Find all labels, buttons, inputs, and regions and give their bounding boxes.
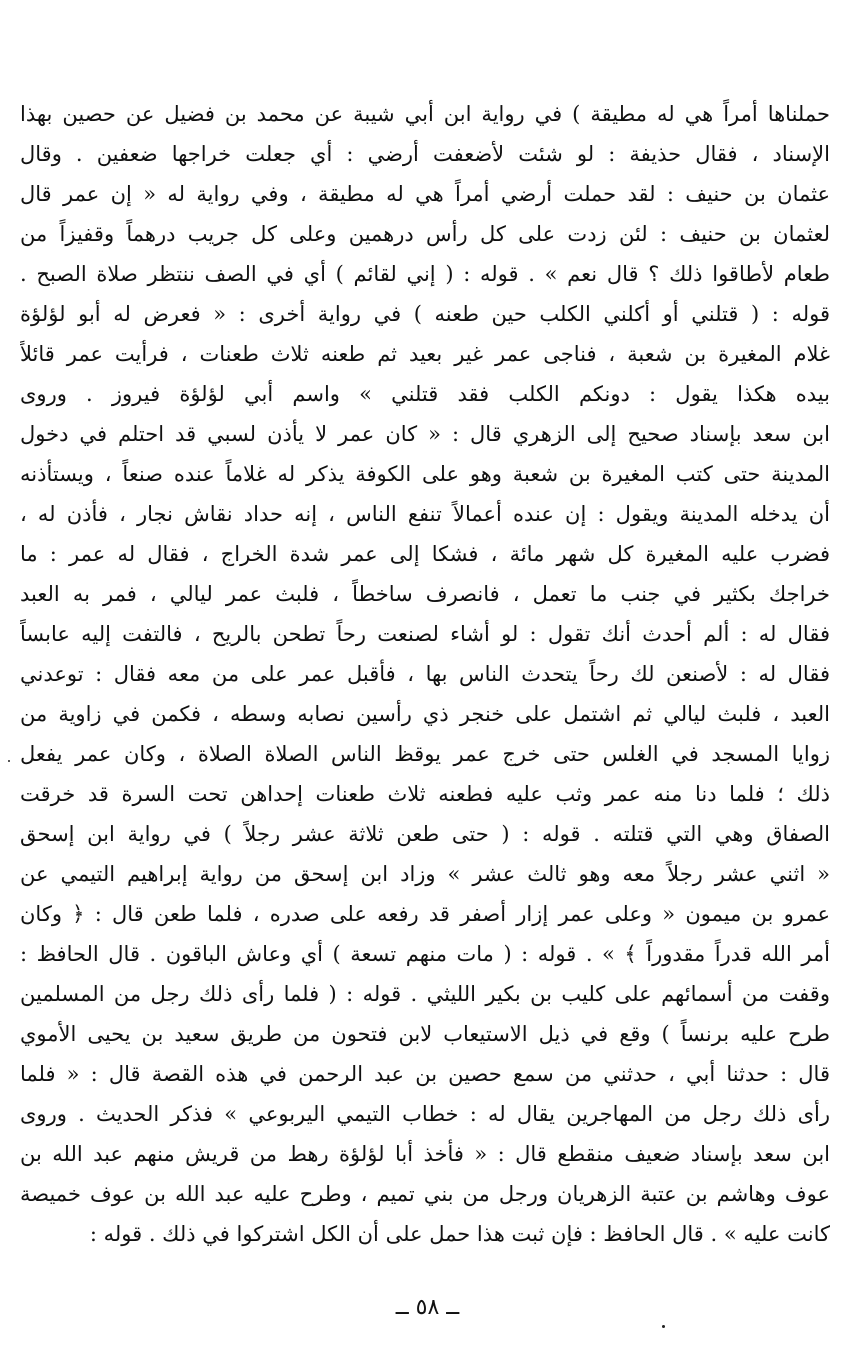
text-line: رأى ذلك رجل من المهاجرين يقال له : خطاب التيمي اليربوعي » فذكر الحديث . وروى: [20, 1102, 830, 1126]
text-line: فقال له : ألم أحدث أنك تقول : لو أشاء لصنعت رحاً تطحن بالريح ، فالتفت إليه عابساً: [20, 622, 830, 646]
text-line: « اثني عشر رجلاً معه وهو ثالث عشر » وزاد ابن إسحق من رواية إبراهيم التيمي عن: [20, 862, 830, 886]
text-line: طرح عليه برنساً ) وقع في ذيل الاستيعاب لابن فتحون من طريق سعيد بن يحيى الأموي: [20, 1022, 830, 1046]
text-line: عمرو بن ميمون « وعلى عمر إزار أصفر قد رفعه على صدره ، فلما طعن قال : ﴿ وكان: [20, 902, 830, 926]
text-line: غلام المغيرة بن شعبة ، فناجى عمر غير بعيد ثم طعنه ثلاث طعنات ، فرأيت عمر قائلاً: [20, 342, 830, 366]
text-line: فضرب عليه المغيرة كل شهر مائة ، فشكا إلى عمر شدة الخراج ، فقال له عمر : ما: [20, 542, 830, 566]
text-body: [20, 94, 830, 1254]
text-line: طعام لأطاقوا ذلك ؟ قال نعم » . قوله : ( إني لقائم ) أي في الصف ننتظر صلاة الصبح .: [20, 262, 830, 286]
text-line: الصفاق وهي التي قتلته . قوله : ( حتى طعن ثلاثة عشر رجلاً ) في رواية ابن إسحق: [20, 822, 830, 846]
text-line: عوف وهاشم بن عتبة الزهريان ورجل من بني تميم ، وطرح عليه عبد الله بن عوف خميصة: [20, 1182, 830, 1206]
text-line: المدينة حتى كتب المغيرة بن شعبة وهو على الكوفة يذكر له غلاماً عنده صنعاً ، ويستأذنه: [20, 462, 830, 486]
text-line: العبد ، فلبث ليالي ثم اشتمل على خنجر ذي رأسين نصابه وسطه ، فكمن في زاوية من: [20, 702, 830, 726]
text-line: خراجك بكثير في جنب ما تعمل ، فانصرف ساخطاً ، فلبث عمر ليالي ، فمر به العبد: [20, 582, 830, 606]
scan-speck: [8, 760, 10, 762]
text-line: ابن سعد بإسناد ضعيف منقطع قال : « فأخذ أبا لؤلؤة رهط من قريش منهم عبد الله بن: [20, 1142, 830, 1166]
page-number: ــ ٥٨ ــ: [395, 1295, 460, 1320]
text-line: الإسناد ، فقال حذيفة : لو شئت لأضعفت أرضي : أي جعلت خراجها ضعفين . وقال: [20, 142, 830, 166]
text-line: قال : حدثنا أبي ، حدثني من سمع حصين بن عبد الرحمن في هذه القصة قال : « فلما: [20, 1062, 830, 1086]
text-line: أمر الله قدراً مقدوراً ﴾ » . قوله : ( مات منهم تسعة ) أي وعاش الباقون . قال الحافظ :: [20, 942, 830, 966]
text-line: كانت عليه » . قال الحافظ : فإن ثبت هذا حمل على أن الكل اشتركوا في ذلك . قوله :: [89, 1222, 830, 1246]
scan-speck: [662, 1325, 665, 1328]
text-line: قوله : ( قتلني أو أكلني الكلب حين طعنه ) في رواية أخرى : « فعرض له أبو لؤلؤة: [20, 302, 830, 326]
text-line: ذلك ؛ فلما دنا منه عمر وثب عليه فطعنه ثلاث طعنات إحداهن تحت السرة قد خرقت: [20, 782, 830, 806]
text-line: فقال له : لأصنعن لك رحاً يتحدث الناس بها ، فأقبل عمر على من معه فقال : توعدني: [20, 662, 830, 686]
text-line: حملناها أمراً هي له مطيقة ) في رواية ابن أبي شيبة عن محمد بن فضيل عن حصين بهذا: [20, 102, 830, 126]
text-line: بيده هكذا يقول : دونكم الكلب فقد قتلني » واسم أبي لؤلؤة فيروز . وروى: [20, 382, 830, 406]
text-line: أن يدخله المدينة ويقول : إن عنده أعمالاً تنفع الناس ، إنه حداد نقاش نجار ، فأذن له ،: [20, 502, 830, 526]
text-line: زوايا المسجد في الغلس حتى خرج عمر يوقظ الناس الصلاة الصلاة ، وكان عمر يفعل: [20, 742, 830, 766]
text-line: عثمان بن حنيف : لقد حملت أرضي أمراً هي له مطيقة ، وفي رواية له « إن عمر قال: [20, 182, 830, 206]
text-line: لعثمان بن حنيف : لئن زدت على كل رأس درهمين وعلى كل جريب درهماً وقفيزاً من: [20, 222, 830, 246]
text-line: وقفت من أسمائهم على كليب بن بكير الليثي . قوله : ( فلما رأى ذلك رجل من المسلمين: [20, 982, 830, 1006]
text-line: ابن سعد بإسناد صحيح إلى الزهري قال : « كان عمر لا يأذن لسبي قد احتلم في دخول: [20, 422, 830, 446]
